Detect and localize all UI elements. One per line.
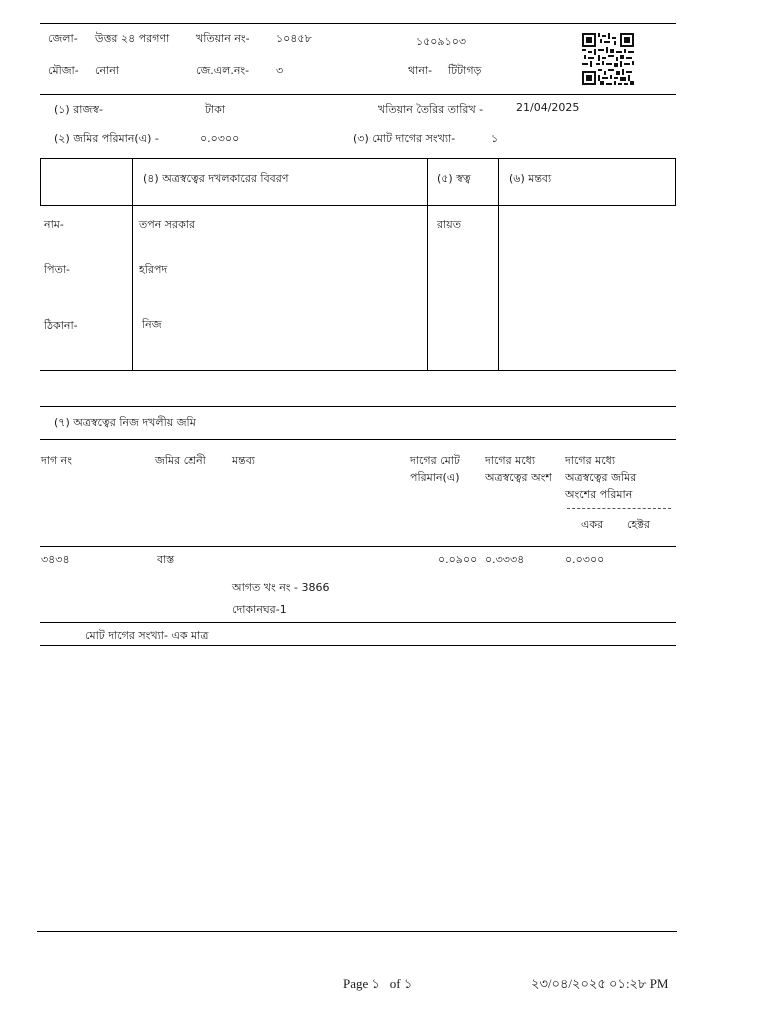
thana-value: টিটাগড় bbox=[448, 64, 482, 77]
district-value: উত্তর ২৪ পরগণা bbox=[95, 32, 170, 45]
khatian-label: খতিয়ান নং- bbox=[196, 32, 250, 45]
col6-header: (৬) মন্তব্য bbox=[509, 172, 552, 185]
col-total-area-line2: পরিমান(এ) bbox=[410, 471, 460, 484]
plot-count-value: ১ bbox=[491, 132, 499, 145]
of-label: of bbox=[389, 976, 401, 991]
owner-table-left-border bbox=[40, 158, 41, 205]
col-total-area-line1: দাগের মোট bbox=[410, 454, 460, 467]
land-total-top-rule bbox=[40, 622, 676, 623]
owner-table-divider-1 bbox=[132, 158, 133, 370]
owner-table-header-rule bbox=[40, 205, 676, 206]
col-share-line2: অত্রস্বত্বের অংশ bbox=[485, 471, 552, 484]
land-table-header-rule bbox=[40, 546, 676, 547]
page-number: ১ bbox=[371, 976, 380, 991]
district-label: জেলা- bbox=[48, 32, 78, 45]
date-label: খতিয়ান তৈরির তারিখ - bbox=[378, 103, 484, 116]
header-rule bbox=[40, 94, 676, 95]
note-shop: দোকানঘর-1 bbox=[232, 603, 287, 616]
mouza-value: নোনা bbox=[95, 64, 119, 77]
col4-header: (৪) অত্রস্বত্বের দখলকারের বিবরণ bbox=[143, 172, 289, 185]
col-remarks: মন্তব্য bbox=[232, 454, 256, 467]
row-land-area: ০.০৩০০ bbox=[565, 553, 605, 566]
owner-table-divider-3 bbox=[498, 158, 499, 370]
land-section-title-rule bbox=[40, 439, 676, 440]
row-total-area: ০.০৯০০ bbox=[438, 553, 478, 566]
page-total: ১ bbox=[403, 976, 413, 991]
col-land-line2: অত্রস্বত্বের জমির bbox=[565, 471, 637, 484]
revenue-label: (১) রাজস্ব- bbox=[54, 103, 103, 116]
father-value: হরিপদ bbox=[139, 263, 168, 276]
land-total-bottom-rule bbox=[40, 645, 676, 646]
row-plot-no: ৩৪৩৪ bbox=[41, 553, 70, 566]
footer-rule bbox=[37, 931, 677, 932]
name-label: নাম- bbox=[44, 218, 64, 231]
page-indicator bbox=[343, 975, 412, 996]
owner-table-right-border bbox=[675, 158, 676, 205]
col-plot-no: দাগ নং bbox=[41, 454, 72, 467]
khatian-value: ১০৪৫৮ bbox=[276, 32, 312, 45]
top-rule bbox=[40, 23, 676, 24]
thana-label: থানা- bbox=[408, 64, 433, 77]
owner-table-divider-2 bbox=[427, 158, 428, 370]
area-label: (২) জমির পরিমান(এ) - bbox=[54, 132, 159, 145]
col-share-line1: দাগের মধ্যে bbox=[485, 454, 536, 467]
land-section-top-rule bbox=[40, 406, 676, 407]
col-land-line3: অংশের পরিমান bbox=[565, 488, 633, 501]
col-land-line1: দাগের মধ্যে bbox=[565, 454, 616, 467]
col5-header: (৫) স্বত্ব bbox=[437, 172, 471, 185]
right-value: রায়ত bbox=[437, 218, 461, 231]
owner-table-bottom-rule bbox=[40, 370, 676, 371]
date-value: 21/04/2025 bbox=[516, 101, 580, 114]
unit-dashed-rule bbox=[567, 508, 671, 509]
document-code: ১৫০৯১০৩ bbox=[416, 35, 467, 48]
qr-code-icon bbox=[582, 33, 634, 85]
row-share: ০.৩৩৩৪ bbox=[485, 553, 525, 566]
revenue-value: টাকা bbox=[205, 103, 226, 116]
page-label: Page bbox=[343, 976, 369, 991]
jl-value: ৩ bbox=[276, 64, 284, 77]
owner-table-top-rule bbox=[40, 158, 676, 159]
mouza-label: মৌজা- bbox=[48, 64, 79, 77]
total-plots: মোট দাগের সংখ্যা- এক মাত্র bbox=[85, 629, 209, 642]
print-timestamp: ২৩/০৪/২০২৫ ০১:২৮ PM bbox=[531, 976, 669, 991]
unit-acre: একর bbox=[581, 518, 604, 531]
name-value: তপন সরকার bbox=[139, 218, 196, 231]
unit-hectare: হেক্টর bbox=[627, 518, 650, 531]
col-class: জমির শ্রেনী bbox=[155, 454, 206, 467]
row-class: বাস্ত bbox=[157, 553, 175, 566]
area-value: ০.০৩০০ bbox=[200, 132, 240, 145]
jl-label: জে.এল.নং- bbox=[196, 64, 250, 77]
father-label: পিতা- bbox=[44, 263, 71, 276]
address-value: নিজ bbox=[142, 318, 162, 331]
note-khatian: আগত খং নং - 3866 bbox=[232, 581, 330, 594]
plot-count-label: (৩) মোট দাগের সংখ্যা- bbox=[353, 132, 456, 145]
address-label: ঠিকানা- bbox=[44, 319, 78, 332]
land-section-title: (৭) অত্রস্বত্বের নিজ দখলীয় জমি bbox=[54, 416, 196, 429]
